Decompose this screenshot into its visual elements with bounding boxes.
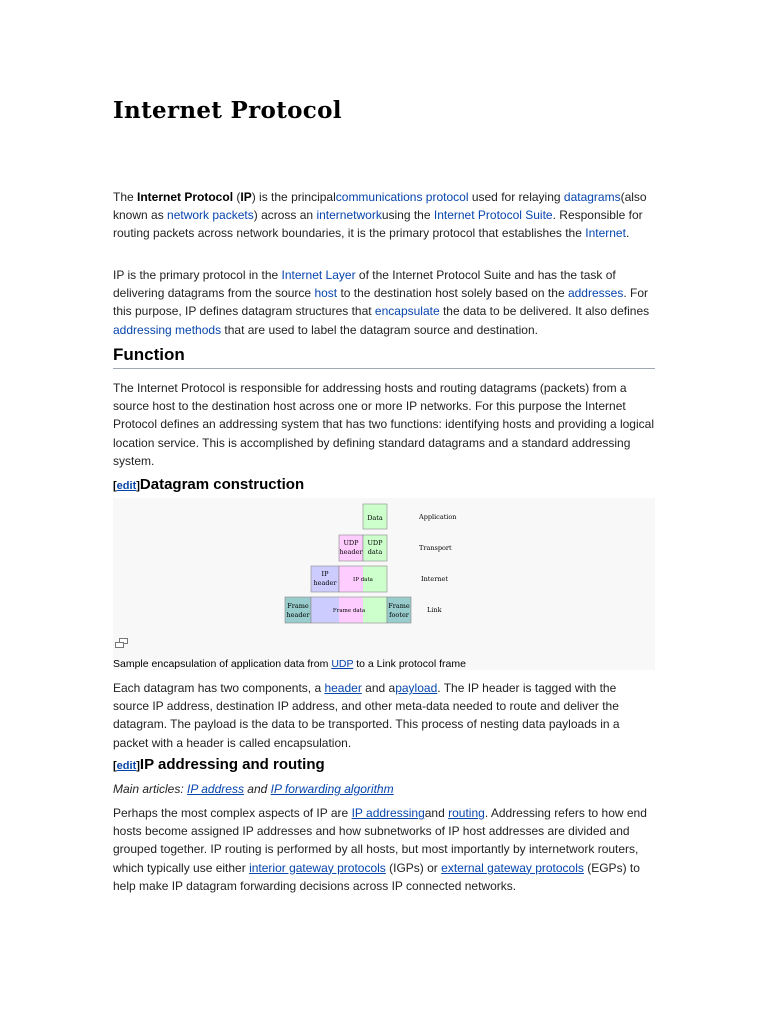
edit-section-link: [edit] — [113, 480, 140, 492]
edit-section-link: [edit] — [113, 760, 140, 772]
frame-footer-label-1: Frame — [388, 602, 410, 610]
text: to the destination host solely based on the — [337, 286, 568, 301]
text: . For this purpose, IP defines datagram structures that — [113, 286, 648, 319]
bold-term: IP — [240, 190, 252, 204]
layer-label-internet: Internet — [421, 575, 448, 583]
text: Main articles: — [113, 782, 188, 796]
link-internet-protocol-suite[interactable]: Internet Protocol Suite — [433, 208, 553, 223]
text: used for relaying — [468, 190, 564, 204]
ip-data-label: IP data — [353, 577, 373, 583]
text: (also known as — [113, 190, 647, 223]
text: IP is the primary protocol in the — [113, 268, 282, 282]
encapsulation-diagram — [113, 498, 655, 638]
link-payload[interactable]: payload — [395, 681, 438, 695]
text: (EGPs) to help make IP datagram forwarding decisions across IP connected networks. — [113, 860, 640, 893]
udp-data-label-2: data — [367, 548, 383, 556]
datagram-paragraph — [113, 679, 655, 752]
section-heading-ip-addressing — [113, 756, 325, 773]
text: that are used to label the datagram source and destination. — [221, 322, 538, 337]
text: ) is the principal — [251, 190, 336, 204]
frame-data-label: Frame data — [332, 608, 366, 614]
section-heading-function: Function — [113, 345, 655, 369]
link-communications-protocol[interactable]: communications protocol — [335, 190, 469, 204]
link-network-packets[interactable]: network packets — [167, 208, 254, 223]
text: the data to be delivered. It also defines — [439, 304, 650, 319]
link-ip-addressing[interactable]: IP addressing — [351, 806, 425, 820]
figure-caption — [113, 658, 466, 670]
link-addressing-methods[interactable]: addressing methods — [113, 322, 222, 337]
text: and a — [361, 681, 396, 695]
text: Sample encapsulation of application data from — [113, 658, 332, 670]
edit-link[interactable]: edit — [116, 760, 137, 772]
text: to a Link protocol frame — [353, 658, 466, 670]
figure-box — [113, 498, 655, 670]
link-datagrams[interactable]: datagrams — [563, 190, 621, 204]
link-encapsulate[interactable]: encapsulate — [374, 304, 440, 319]
link-ip-address[interactable]: IP address — [187, 782, 244, 796]
frame-header-label-2: header — [286, 611, 310, 619]
link-header[interactable]: header — [324, 681, 362, 695]
text: Each datagram has two components, a — [113, 681, 325, 695]
link-internet[interactable]: Internet — [585, 226, 626, 241]
text: ) across an — [253, 208, 317, 223]
frame-header-label-1: Frame — [287, 602, 309, 610]
text: (IGPs) or — [385, 860, 442, 875]
intro-paragraph-2 — [113, 266, 655, 339]
frame-footer-label-2: footer — [389, 611, 409, 619]
heading-text: IP addressing and routing — [139, 756, 325, 773]
addressing-paragraph — [113, 804, 655, 895]
text: . The IP header is tagged with the source IP address, destination IP address, and other meta-data needed to route and deliver the datagram. The payload is the data to be transported. This process of nesting data payloads in a packet with a header is called encapsulation. — [113, 681, 620, 750]
link-routing[interactable]: routing — [448, 806, 485, 820]
enlarge-icon[interactable] — [115, 638, 129, 648]
bold-term: Internet Protocol — [137, 190, 234, 204]
text: Perhaps the most complex aspects of IP are — [113, 806, 352, 820]
udp-header-label-2: header — [339, 548, 363, 556]
section-heading-datagram-construction — [113, 476, 304, 493]
link-internet-layer[interactable]: Internet Layer — [281, 268, 356, 282]
ip-header-label-1: IP — [321, 570, 329, 578]
text: using the — [381, 208, 434, 223]
link-internetwork[interactable]: internetwork — [316, 208, 382, 223]
intro-paragraph-1 — [113, 188, 655, 243]
link-udp[interactable]: UDP — [331, 658, 354, 670]
frame-header-block — [285, 597, 311, 623]
link-interior-gateway-protocols[interactable]: interior gateway protocols — [249, 860, 386, 875]
text: . Addressing refers to how end hosts become assigned IP addresses and how subnetworks of IP host addresses are divided and grouped together. IP routing is performed by all hosts, but most importantly by internetwork routers, which typically use either — [113, 806, 647, 875]
text: and — [243, 782, 271, 796]
heading-text: Datagram construction — [139, 476, 305, 493]
link-addresses[interactable]: addresses — [567, 286, 624, 301]
page-title: Internet Protocol — [113, 97, 342, 124]
ip-header-label-2: header — [313, 579, 337, 587]
edit-link[interactable]: edit — [116, 480, 137, 492]
link-external-gateway-protocols[interactable]: external gateway protocols — [441, 860, 584, 875]
function-paragraph: The Internet Protocol is responsible for addressing hosts and routing datagrams (packets) from a source host to the destination host across one or more IP networks. For this purpose the Internet Protocol defines an addressing system that has two functions: identifying hosts and providing a logical location service. This is accomplished by defining standard datagrams and a standard addressing system. — [113, 381, 654, 468]
layer-label-transport: Transport — [419, 544, 452, 552]
udp-data-label-1: UDP — [367, 539, 383, 547]
text: . Responsible for routing packets across network boundaries, it is the primary protocol that establishes the — [113, 208, 643, 241]
main-articles-note — [113, 782, 394, 796]
data-block-label: Data — [367, 514, 383, 522]
layer-label-application: Application — [419, 513, 457, 521]
text: and — [424, 806, 449, 820]
frame-footer-block — [387, 597, 411, 623]
layer-label-link: Link — [427, 606, 442, 614]
text: of the Internet Protocol Suite and has the task of delivering datagrams from the source — [113, 268, 616, 301]
text: . — [625, 226, 630, 241]
text: The — [113, 190, 138, 204]
udp-header-label-1: UDP — [343, 539, 359, 547]
frame-data-data-part — [363, 597, 387, 623]
link-ip-forwarding-algorithm[interactable]: IP forwarding algorithm — [270, 782, 394, 796]
link-host[interactable]: host — [314, 286, 338, 301]
text: ( — [233, 190, 241, 204]
